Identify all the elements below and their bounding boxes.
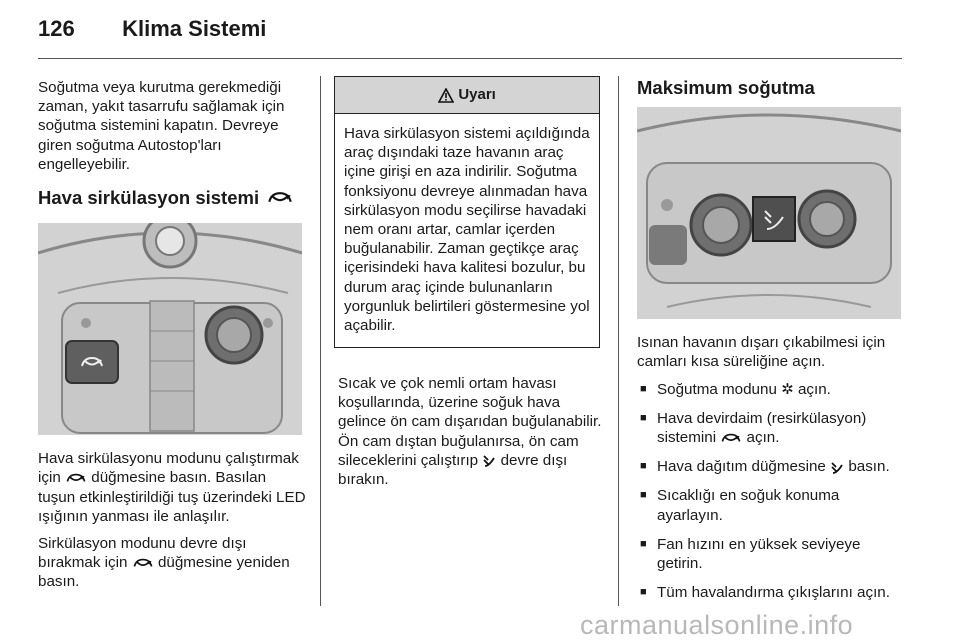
list-item: ■ Soğutma modunu ✲ açın. [637,380,905,399]
page-title: Klima Sistemi [122,16,267,41]
max-cooling-intro: Isınan havanın dışarı çıkabilmesi için camları kısa süreliğine açın. [637,334,886,371]
warning-box [334,76,600,348]
recirculation-paragraph-2: Sirkülasyon modunu devre dışı bırakmak için düğmesine yeniden basın. [38,535,290,591]
warning-header: Uyarı [335,77,599,114]
list-item: ■ Tüm havalandırma çıkışlarını açın. [637,583,905,602]
climate-panel-photo-left [38,223,302,435]
recirculation-icon [132,557,154,569]
list-item: ■ Fan hızını en yüksek seviyeye getirin. [637,535,905,573]
snowflake-icon: ✲ [781,380,794,398]
page-header [38,16,266,42]
recirculation-icon [720,432,742,444]
warning-triangle-icon [438,88,454,103]
recirculation-icon [267,190,293,205]
column-divider-left [320,76,321,606]
list-item: ■ Sıcaklığı en soğuk konuma ayarlayın. [637,486,905,524]
climate-panel-photo-right [637,107,901,319]
middle-column [338,374,604,497]
recirculation-paragraph-1: Hava sirkülasyonu modunu çalıştırmak için düğmesine basın. Basılan tuşun etkinleştirildiği tuş üzerindeki LED ışığının yanması ile anlaşılır. [38,450,306,525]
list-item: ■ Hava dağıtım düğmesine basın. [637,457,905,476]
warning-text: Hava sirkülasyon sistemi açıldığında araç dışındaki taze havanın araç içine girişi en aza indirilir. Soğutma fonksiyonu devreye alınmadan hava sirkülasyon modu seçilirse havadaki nem oranı artar, camlar içerden buğulanabilir. Zaman geçtikçe araç içerisindeki hava kalitesi bozulur, bu durum araç içinde bulunanların yorgunluk belirtileri göstermesine yol açabilir. [344,125,590,335]
watermark: carmanualsonline.info [580,610,854,640]
left-column [38,78,306,600]
page-number: 126 [38,16,75,41]
air-distribution-icon [482,454,496,467]
list-item: ■ Hava devirdaim (resirkülasyon) sistemini açın. [637,409,905,447]
section-heading-recirculation: Hava sirkülasyon sistemi [38,188,306,207]
air-distribution-icon [830,461,844,474]
fogging-paragraph: Sıcak ve çok nemli ortam havası koşullarında, üzerine soğuk hava gelince ön cam dışarıdan buğulanabilir. Ön cam dıştan buğulanırsa, ön cam sileceklerini çalıştırıp devre dışı bırakın. [338,375,602,489]
max-cooling-steps [637,380,905,603]
right-column [637,78,905,612]
section-heading-max-cooling: Maksimum soğutma [637,77,815,98]
recirculation-icon [65,472,87,484]
intro-paragraph: Soğutma veya kurutma gerekmediği zaman, yakıt tasarrufu sağlamak için soğutma sistemini kapatın. Devreye giren soğutma Autostop'ları engelleyebilir. [38,79,285,173]
column-divider-right [618,76,619,606]
header-rule [38,58,902,59]
